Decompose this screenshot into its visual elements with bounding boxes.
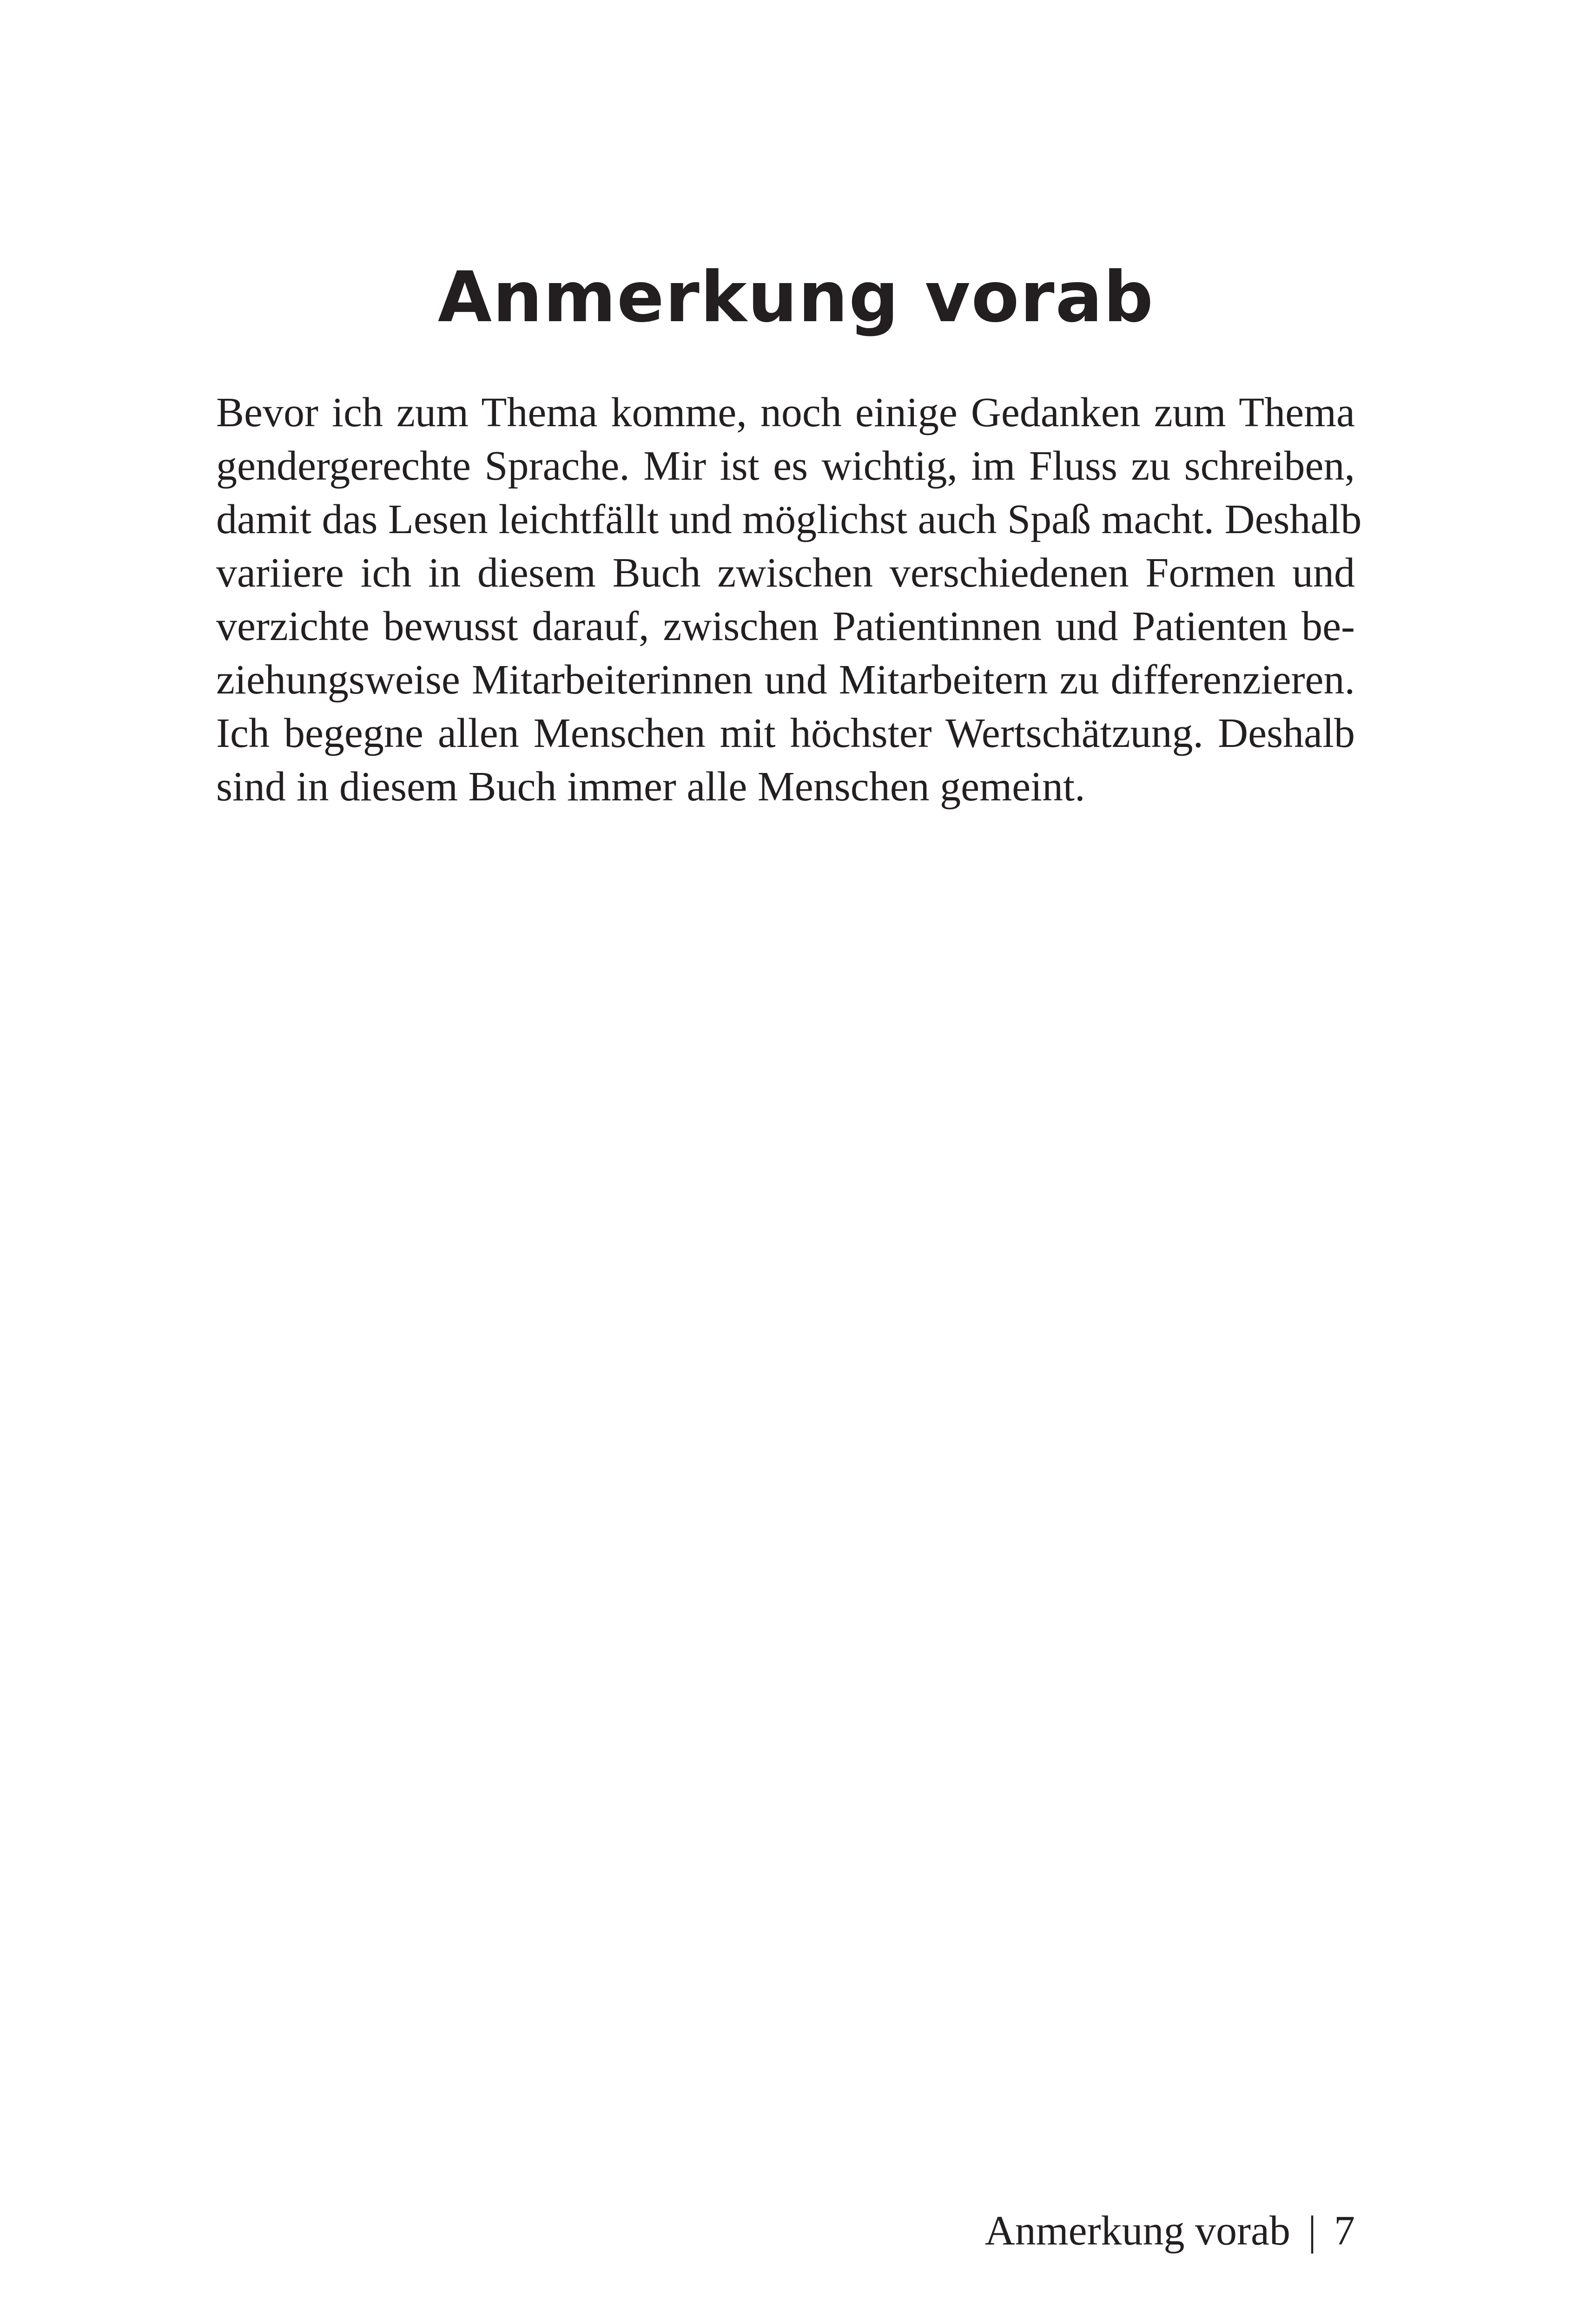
page-title: Anmerkung vorab (437, 257, 1155, 338)
footer-separator: | (1308, 2208, 1316, 2254)
paragraph-line: ziehungsweise Mitarbeiterinnen und Mitarbeitern zu differenzieren. (216, 657, 1355, 703)
running-title: Anmerkung vorab (984, 2208, 1290, 2254)
paragraph-line: Ich begegne allen Menschen mit höchster Wertschätzung. Deshalb (216, 710, 1355, 756)
paragraph-line: gendergerechte Sprache. Mir ist es wichtig, im Fluss zu schreiben, (216, 443, 1355, 489)
paragraph-line: verzichte bewusst darauf, zwischen Patientinnen und Patienten be- (216, 603, 1355, 649)
page-number: 7 (1334, 2208, 1355, 2254)
body-paragraph (216, 386, 1362, 813)
paragraph-line: Bevor ich zum Thema komme, noch einige Gedanken zum Thema (216, 390, 1355, 436)
paragraph-line: sind in diesem Buch immer alle Menschen gemeint. (216, 764, 1085, 810)
paragraph-line: damit das Lesen leichtfällt und möglichst auch Spaß macht. Deshalb (216, 496, 1362, 542)
paragraph-line: variiere ich in diesem Buch zwischen verschiedenen Formen und (216, 550, 1355, 596)
page-footer (985, 2203, 1355, 2259)
